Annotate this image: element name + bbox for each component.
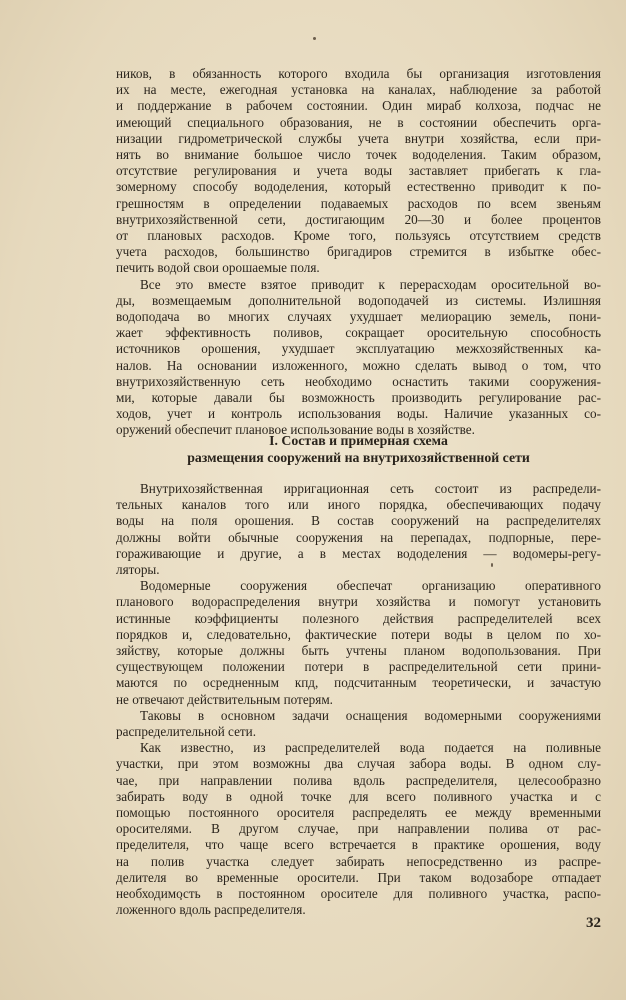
text-line: нять во внимание большое число точек вододеления. Таким образом, (116, 147, 601, 163)
text-line: Все это вместе взятое приводит к перерасходам оросительной во- (140, 276, 601, 292)
text-line: Таковы в основном задачи оснащения водомерными сооружениями (140, 707, 601, 723)
text-line: имеющий специального образования, не в состоянии обеспечить орга- (116, 114, 601, 130)
text-line: налов. На основании изложенного, можно сделать вывод о том, что (116, 357, 601, 373)
text-line: источников орошения, ухудшает эксплуатацию межхозяйственных ка- (116, 341, 601, 357)
text-line: распределительной сети. (116, 724, 257, 740)
text-line: отсутствие регулирования и учета воды заставляет прибегать к гла- (116, 163, 601, 179)
text-line: от плановых расходов. Кроме того, пользуясь отсутствием средств (116, 228, 601, 244)
text-line: их на месте, ежегодная установка на каналах, наблюдение за работой (116, 82, 601, 98)
paragraph-6 (116, 740, 601, 918)
text-line: существующем положении потери в распределительной сети прини- (116, 659, 601, 675)
print-speck (313, 37, 316, 40)
text-line: низации гидрометрической службы учета внутри хозяйства, если при- (116, 130, 601, 146)
text-line: участки, при этом возможны два случая забора воды. В одном слу- (116, 756, 601, 772)
text-line: зомерному способу вододеления, который естественно приводит к по- (116, 179, 601, 195)
text-line: ды, возмещаемым дополнительной водоподачей из системы. Излишняя (116, 292, 601, 308)
text-line: чае, при направлении полива вдоль распределителя, целесообразно (116, 772, 601, 788)
text-line: жает эффективность поливов, сокращает оросительную способность (116, 325, 601, 341)
text-line: оружений обеспечит плановое использование воды в хозяйстве. (116, 422, 475, 438)
text-line: на полив участка следует забирать непосредственно из распре- (116, 853, 601, 869)
text-line: оросителями. В другом случае, при направлении полива от рас- (116, 821, 601, 837)
text-line: водоподача во многих случаях ухудшает мелиорацию земель, пони- (116, 309, 601, 325)
body-text-bottom (116, 481, 601, 918)
text-line: грешностям в определении подаваемых расходов по всем звеньям (116, 195, 601, 211)
text-line: внутрихозяйственную сеть необходимо оснастить такими сооружения- (116, 373, 601, 389)
text-line: делителя во временные оросители. При таком водозаборе отпадает (116, 869, 601, 885)
text-line: не отвечают действительным потерям. (116, 691, 333, 707)
text-line: гораживающие и другие, а в местах вододеления — водомеры-регу- (116, 545, 601, 561)
text-line: воды на поля орошения. В состав сооружений на распределителях (116, 513, 601, 529)
text-line: тельных каналов того или иного порядка, обеспечивающих подачу (116, 497, 601, 513)
paragraph-5 (116, 708, 601, 740)
text-line: планового водораспределения внутри хозяйства и помогут установить (116, 594, 601, 610)
text-line: должны войти обычные сооружения на перепадах, подпорные, пере- (116, 529, 601, 545)
text-line: порядков и, следовательно, фактические потери воды в целом по хо- (116, 626, 601, 642)
text-line: забирать воду в одной точке для всего поливного участка и с (116, 788, 601, 804)
text-line: печить водой свои орошаемые поля. (116, 260, 320, 276)
section-heading-line-2: размещения сооружений на внутрихозяйственной сети (187, 450, 530, 465)
text-line: необходимость в постоянном оросителе для поливного участка, распо- (116, 886, 601, 902)
section-heading (116, 432, 601, 466)
page-number: 32 (586, 915, 601, 931)
text-line: пределителя, что чаще всего встречается в практике орошения, воду (116, 837, 601, 853)
paragraph-3 (116, 481, 601, 578)
paragraph-4 (116, 578, 601, 708)
paragraph-2 (116, 277, 601, 439)
text-line: ляторы. (116, 562, 160, 578)
section-heading-line-1: I. Состав и примерная схема (269, 433, 448, 448)
text-line: Внутрихозяйственная ирригационная сеть состоит из распредели- (140, 481, 601, 496)
text-line: Как известно, из распределителей вода подается на поливные (140, 740, 601, 756)
paragraph-1 (116, 66, 601, 277)
text-line: истинные коэффициенты полезного действия распределителей всех (116, 610, 601, 626)
text-line: ложенного вдоль распределителя. (116, 902, 306, 918)
text-line: ходов, учет и контроль использования воды. Наличие указанных со- (116, 406, 601, 422)
text-line: внутрихозяйственной сети, достигающим 20—30 и более процентов (116, 211, 601, 227)
text-line: учета расходов, большинство бригадиров стремится в избытке обес- (116, 244, 601, 260)
text-line: ников, в обязанность которого входила бы организация изготовления (116, 66, 601, 81)
body-text-top (116, 66, 601, 439)
text-line: и поддержание в рабочем состоянии. Один мираб колхоза, подчас не (116, 98, 601, 114)
text-line: помощью постоянного оросителя распределять ее между временными (116, 805, 601, 821)
text-line: маются по осредненным кпд, подсчитанным теоретически, и зачастую (116, 675, 601, 691)
text-line: Водомерные сооружения обеспечат организацию оперативного (140, 578, 601, 594)
text-line: зяйству, которые должны быть учтены планом водопользования. При (116, 643, 601, 659)
text-line: ми, которые давали бы возможность производить регулирование рас- (116, 390, 601, 406)
